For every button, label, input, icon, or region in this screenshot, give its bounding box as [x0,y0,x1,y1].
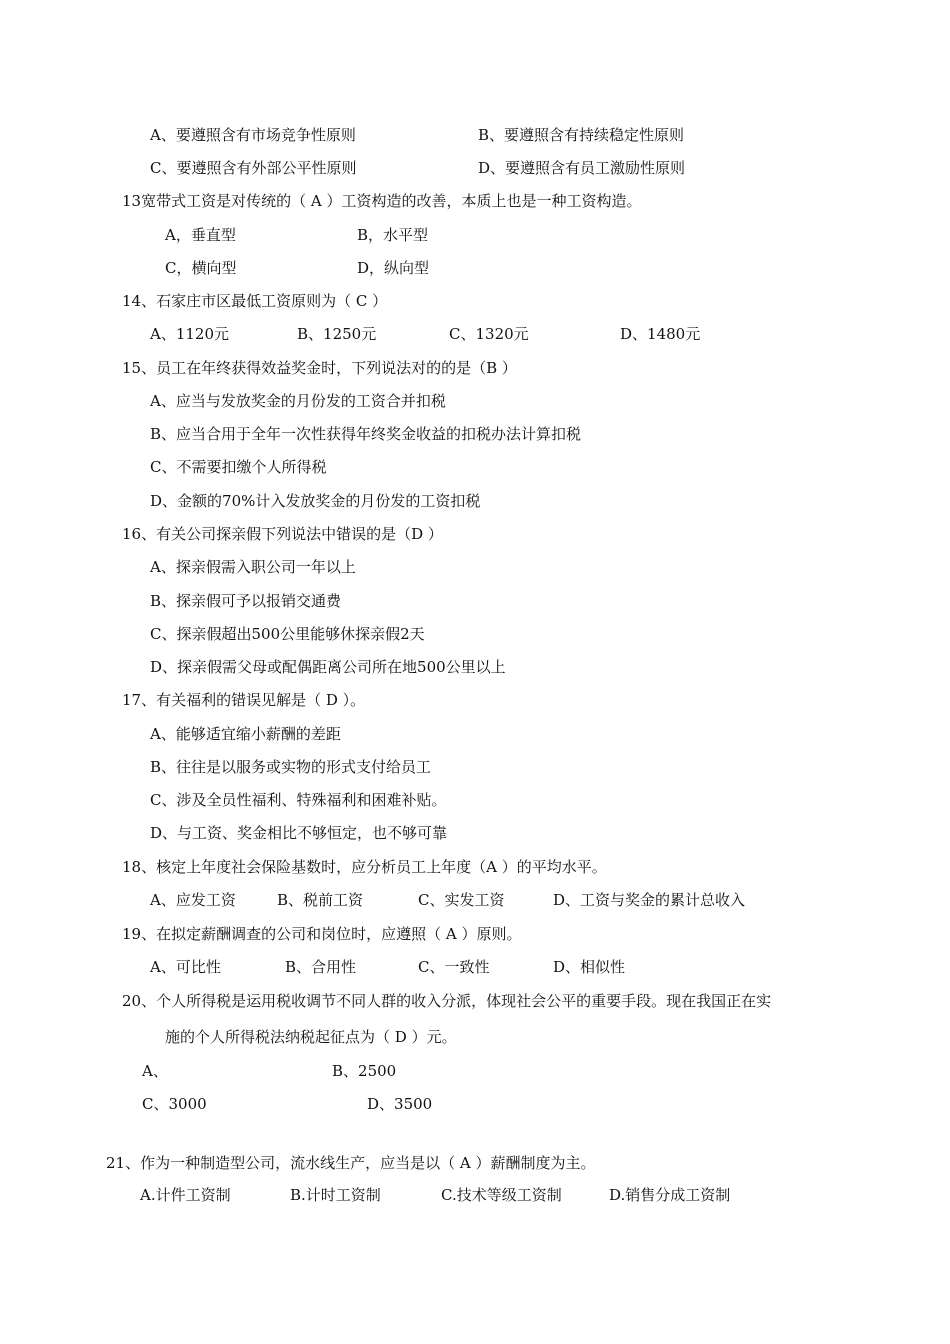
q19-option-c: C、一致性 [418,958,490,976]
q20-option-c: C、3000 [142,1095,207,1113]
q13-option-d: D，纵向型 [357,259,430,277]
q20-option-b: B、2500 [332,1062,397,1080]
q18-option-b: B、税前工资 [277,891,364,909]
q12-option-d: D、要遵照含有员工激励性原则 [478,159,686,177]
q21-option-d: D.销售分成工资制 [609,1186,731,1204]
q16-option-c: C、探亲假超出500公里能够休探亲假2天 [150,625,425,643]
q16-option-b: B、探亲假可予以报销交通费 [150,592,342,610]
q21-option-c: C.技术等级工资制 [441,1186,562,1204]
q16-option-d: D、探亲假需父母或配偶距离公司所在地500公里以上 [150,658,506,676]
q12-option-b: B、要遵照含有持续稳定性原则 [478,126,685,144]
q18-option-c: C、实发工资 [418,891,505,909]
q14-option-a: A、1120元 [150,325,230,343]
q13-option-a: A，垂直型 [165,226,236,244]
q17-option-b: B、往往是以服务或实物的形式支付给员工 [150,758,432,776]
q15-option-d: D、金额的70%计入发放奖金的月份发的工资扣税 [150,492,481,510]
q18-option-a: A、应发工资 [150,891,236,909]
q17-stem: 17、有关福利的错误见解是（ D ）。 [122,691,366,709]
q20-option-d: D、3500 [367,1095,433,1113]
q13-stem: 13宽带式工资是对传统的（ A ）工资构造的改善，本质上也是一种工资构造。 [122,192,642,210]
q21-stem: 21、作为一种制造型公司，流水线生产，应当是以（ A ）薪酬制度为主。 [106,1154,596,1172]
q20-option-a: A、 [142,1062,168,1080]
q21-option-b: B.计时工资制 [290,1186,381,1204]
q15-option-b: B、应当合用于全年一次性获得年终奖金收益的扣税办法计算扣税 [150,425,582,443]
q20-stem-line1: 20、个人所得税是运用税收调节不同人群的收入分派，体现社会公平的重要手段。现在我国正在实 [122,992,772,1010]
q18-option-d: D、工资与奖金的累计总收入 [553,891,746,909]
q15-option-c: C、不需要扣缴个人所得税 [150,458,327,476]
q17-option-d: D、与工资、奖金相比不够恒定，也不够可靠 [150,824,448,842]
q15-stem: 15、员工在年终获得效益奖金时，下列说法对的的是（B ） [122,359,517,377]
q19-option-a: A、可比性 [150,958,221,976]
q19-stem: 19、在拟定薪酬调查的公司和岗位时，应遵照（ A ）原则。 [122,925,522,943]
q14-option-c: C、1320元 [449,325,529,343]
q13-option-c: C，横向型 [165,259,237,277]
q19-option-d: D、相似性 [553,958,626,976]
q12-option-a: A、要遵照含有市场竞争性原则 [150,126,356,144]
q12-option-c: C、要遵照含有外部公平性原则 [150,159,357,177]
q21-option-a: A.计件工资制 [140,1186,231,1204]
q20-stem-line2: 施的个人所得税法纳税起征点为（ D ）元。 [165,1028,457,1046]
q18-stem: 18、核定上年度社会保险基数时，应分析员工上年度（A ）的平均水平。 [122,858,607,876]
q14-stem: 14、石家庄市区最低工资原则为（ C ） [122,292,388,310]
q14-option-b: B、1250元 [297,325,377,343]
q17-option-a: A、能够适宜缩小薪酬的差距 [150,725,341,743]
q16-option-a: A、探亲假需入职公司一年以上 [150,558,356,576]
q13-option-b: B，水平型 [357,226,429,244]
q19-option-b: B、合用性 [285,958,357,976]
q17-option-c: C、涉及全员性福利、特殊福利和困难补贴。 [150,791,447,809]
q14-option-d: D、1480元 [620,325,701,343]
q15-option-a: A、应当与发放奖金的月份发的工资合并扣税 [150,392,446,410]
q16-stem: 16、有关公司探亲假下列说法中错误的是（D ） [122,525,443,543]
